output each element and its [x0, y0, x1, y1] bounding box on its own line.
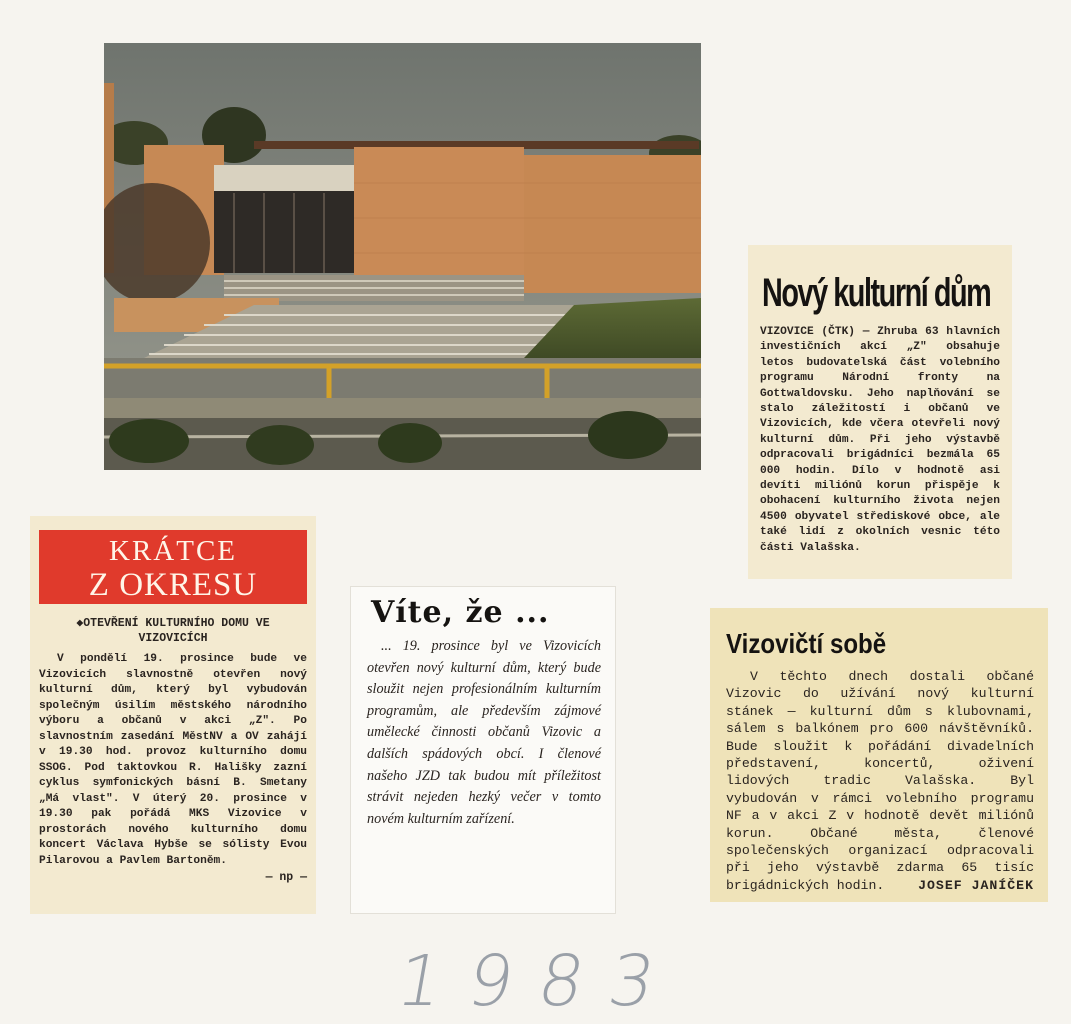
clipping-vizovicti-sobe [710, 608, 1048, 902]
clipping-headline: Vizovičtí sobě [726, 628, 887, 659]
clipping-subhead: ◆OTEVŘENÍ KULTURNÍHO DOMU VE VIZOVICÍCH [76, 617, 270, 645]
building-illustration [104, 43, 701, 470]
clipping-vite-ze [350, 586, 616, 914]
banner-line-1: KRÁTCE [109, 535, 237, 567]
clipping-body [726, 668, 1034, 894]
banner-line-2: Z OKRESU [88, 567, 258, 603]
handwritten-year: 1983 [390, 940, 688, 1022]
clipping-signature: — np — [265, 871, 307, 884]
clipping-signature: JOSEF JANÍČEK [918, 877, 1034, 893]
red-column-banner [39, 530, 307, 604]
clipping-headline: Víte, že ... [371, 595, 550, 630]
clipping-headline: Nový kulturní dům [762, 271, 991, 315]
clipping-novy-kulturni-dum [748, 245, 1012, 579]
clipping-body: VIZOVICE (ČTK) — Zhruba 63 hlavních investičních akcí „Z" obsahuje letos budovatelská část volebního programu Národní fronty na Gottwaldovsku. Jeho naplňování se stalo záležitostí i občanů ve Vizovicích, kde včera otevřeli nový kulturní dům. Při jeho výstavbě odpracovali brigádníci bezmála 65 000 hodin. Dílo v hodnotě asi devíti miliónů korun přispěje k obohacení kulturního života nejen 4500 obyvatel střediskové obce, ale také lidí z okolních vesnic této části Valašska. [760, 326, 1000, 554]
clipping-body-text: V těchto dnech dostali občané Vizovic do užívání nový kulturní stánek — kulturní dům s klubovnami, sálem s balkónem pro 600 návštěvníků. Bude sloužit k pořádání divadelních představení, koncertů, oživení lidových tradic Valašska. Byl vybudován v rámci volebního programu NF a v akci Z v hodnotě devět miliónů korun. Občané města, členové společenských organizací odpracovali při jeho výstavbě zdarma 65 tisíc brigádnických hodin. [726, 669, 1034, 893]
cultural-house-photo [104, 43, 701, 470]
clipping-kratce-z-okresu [30, 516, 316, 914]
clipping-body: V pondělí 19. prosince bude ve Vizovicích slavnostně otevřen nový kulturní dům, který byl vybudován společným úsilím městského národního výboru a občanů v akci „Z". Po slavnostním zasedání MěstNV a OV zahájí v 19.30 hod. provoz kulturního domu SSOG. Pod taktovkou R. Hališky zazní cyklus symfonických básní B. Smetany „Má vlast". V úterý 20. prosince v 19.30 pak pořádá MKS Vizovice v prostorách nového kulturního domu koncert Václava Hybše se sólisty Evou Pilarovou a Pavlem Bartoněm. [39, 653, 307, 867]
clipping-body: ... 19. prosince byl ve Vizovicích otevřen nový kulturní dům, který bude sloužit nejen profesionálním kulturním programům, ale především zájmové umělecké činnosti občanů Vizovic a dalších spádových obcí. I členové našeho JZD tak budou mít příležitost strávit nejeden hezký večer v tomto novém kulturním zařízení. [367, 638, 601, 827]
